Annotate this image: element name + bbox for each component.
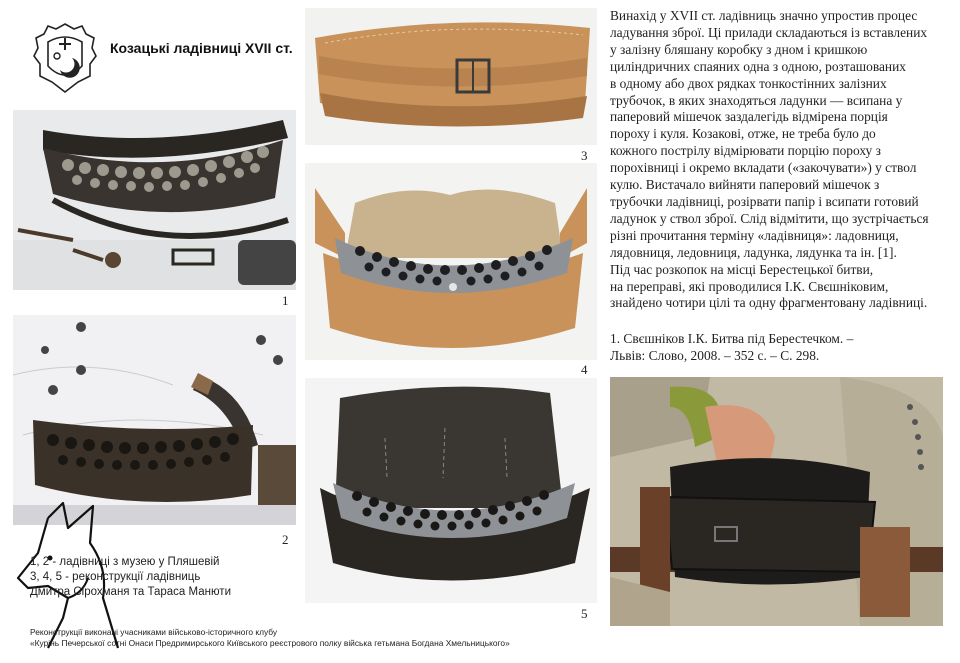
caption-line: 1, 2 - ладівниці з музею у Пляшевій <box>30 556 220 568</box>
text-line: Під час розкопок на місці Берестецької битви, <box>610 261 874 277</box>
caption-line: Дмитра Сірохманя та Тараса Манюти <box>30 586 232 598</box>
photo-reconstruction-4 <box>305 163 597 360</box>
text-line: трубочки ладівниці, розірвати папір і всипати готовий <box>610 193 919 209</box>
article-text <box>610 8 955 312</box>
text-line: кожного пострілу відмірювати порцію пороху з <box>610 143 881 159</box>
photo-number-1: 1 <box>282 293 289 308</box>
caption-line: 3, 4, 5 - реконструкції ладівниць <box>30 571 201 583</box>
text-line: лядовниця, ледовниця, ладунка, лядунка та ін. [1]. <box>610 244 897 260</box>
footer-line: Реконструкції виконані учасниками військово-історичного клубу <box>30 627 278 637</box>
text-line: трубочок, в яких знаходяться ладунки — всипана у <box>610 92 903 108</box>
photo-number-4: 4 <box>581 362 588 377</box>
reference-line: 1. Свєшніков І.К. Битва під Берестечком. – <box>610 331 854 346</box>
text-line: ладунок у ствол зброї. Слід відмітити, що зустрічається <box>610 210 929 226</box>
text-line: Винахід у XVII ст. ладівниць значно упростив процес <box>610 8 918 23</box>
photo-museum-bandolier-2 <box>13 315 296 525</box>
text-line: у залізну бляшану коробку з дном і кришкою <box>610 41 868 57</box>
photo-reconstruction-3 <box>305 8 597 145</box>
text-line: в одному або двох рядках тонкостінних залізних <box>610 75 887 91</box>
photo-reconstruction-5 <box>305 378 597 603</box>
page-title: Козацькі ладівниці XVII ст. <box>110 40 293 56</box>
photo-worn-bandolier <box>610 377 943 626</box>
photo-number-3: 3 <box>581 148 588 163</box>
text-line: порохівниці і окремо вкладати («закочувати») у ствол <box>610 160 917 176</box>
text-line: пороху і куля. Козакові, отже, не треба було до <box>610 126 876 142</box>
text-line: кулю. Вистачало вийняти паперовий мішечок з <box>610 177 880 193</box>
text-line: знайдено чотири цілі та одну фрагментовану ладівниці. <box>610 295 928 311</box>
reference-note <box>610 331 955 365</box>
footer-credits <box>30 627 510 648</box>
text-line: різні прочитання терміну «ладівниця»: ладовниця, <box>610 227 899 243</box>
coat-of-arms-icon <box>30 20 100 95</box>
text-line: циліндричних спаяних одна з одною, розташованих <box>610 58 906 74</box>
text-line: паперовий мішечок заздалегідь відмірена порція <box>610 109 888 125</box>
photo-number-5: 5 <box>581 606 588 621</box>
reference-line: Львів: Слово, 2008. – 352 с. – С. 298. <box>610 347 820 363</box>
photo-caption <box>30 555 231 600</box>
text-line: ладування зброї. Ці прилади складаються із вставлених <box>610 24 928 40</box>
footer-line: «Курінь Печерської сотні Онаси Предримирського Київського реєстрового полку війська гетьмана Богдана Хмельницького» <box>30 637 510 648</box>
photo-number-2: 2 <box>282 532 289 547</box>
text-line: на переправі, які проводилися І.К. Свєшніковим, <box>610 278 889 294</box>
photo-museum-bandolier-1 <box>13 110 296 290</box>
